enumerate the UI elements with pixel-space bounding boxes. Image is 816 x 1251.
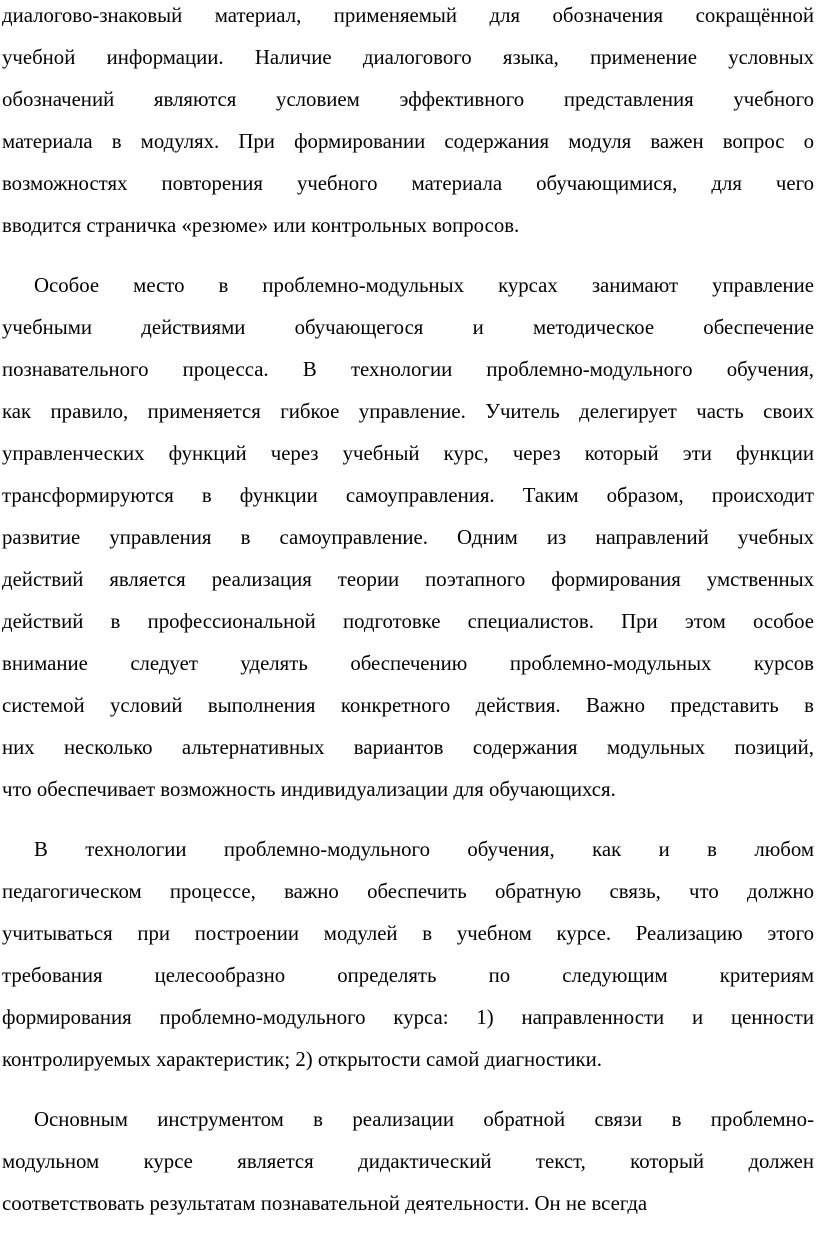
text-line: вводится страничка «резюме» или контрольных вопросов. bbox=[2, 214, 520, 237]
text-line: Основным инструментом в реализации обратной связи в проблемно- bbox=[34, 1108, 814, 1131]
text-line: трансформируются в функции самоуправления. Таким образом, происходит bbox=[2, 484, 814, 507]
text-line: что обеспечивает возможность индивидуализации для обучающихся. bbox=[2, 778, 616, 801]
text-line: диалогово-знаковый материал, применяемый для обозначения сокращённой bbox=[2, 4, 814, 27]
text-line: внимание следует уделять обеспечению проблемно-модульных курсов bbox=[2, 652, 814, 675]
text-line: системой условий выполнения конкретного действия. Важно представить в bbox=[2, 694, 814, 717]
text-line: модульном курсе является дидактический текст, который должен bbox=[2, 1150, 814, 1173]
text-line: педагогическом процессе, важно обеспечить обратную связь, что должно bbox=[2, 880, 814, 903]
text-line: действий является реализация теории поэтапного формирования умственных bbox=[2, 568, 814, 591]
text-line: В технологии проблемно-модульного обучения, как и в любом bbox=[34, 838, 814, 861]
text-line: учитываться при построении модулей в учебном курсе. Реализацию этого bbox=[2, 922, 814, 945]
text-line: них несколько альтернативных вариантов содержания модульных позиций, bbox=[2, 736, 814, 759]
text-line: материала в модулях. При формировании содержания модуля важен вопрос о bbox=[2, 130, 814, 153]
text-line: обозначений являются условием эффективного представления учебного bbox=[2, 88, 814, 111]
text-line: действий в профессиональной подготовке специалистов. При этом особое bbox=[2, 610, 814, 633]
text-line: как правило, применяется гибкое управление. Учитель делегирует часть своих bbox=[2, 400, 814, 423]
text-line: познавательного процесса. В технологии проблемно-модульного обучения, bbox=[2, 358, 814, 381]
text-line: учебными действиями обучающегося и методическое обеспечение bbox=[2, 316, 814, 339]
text-line: Особое место в проблемно-модульных курсах занимают управление bbox=[34, 274, 814, 297]
text-line: соответствовать результатам познавательной деятельности. Он не всегда bbox=[2, 1192, 648, 1215]
text-line: управленческих функций через учебный курс, через который эти функции bbox=[2, 442, 814, 465]
text-line: требования целесообразно определять по следующим критериям bbox=[2, 964, 814, 987]
text-line: контролируемых характеристик; 2) открытости самой диагностики. bbox=[2, 1048, 602, 1071]
text-line: возможностях повторения учебного материала обучающимися, для чего bbox=[2, 172, 814, 195]
text-line: развитие управления в самоуправление. Одним из направлений учебных bbox=[2, 526, 814, 549]
text-line: формирования проблемно-модульного курса: 1) направленности и ценности bbox=[2, 1006, 814, 1029]
text-line: учебной информации. Наличие диалогового языка, применение условных bbox=[2, 46, 814, 69]
